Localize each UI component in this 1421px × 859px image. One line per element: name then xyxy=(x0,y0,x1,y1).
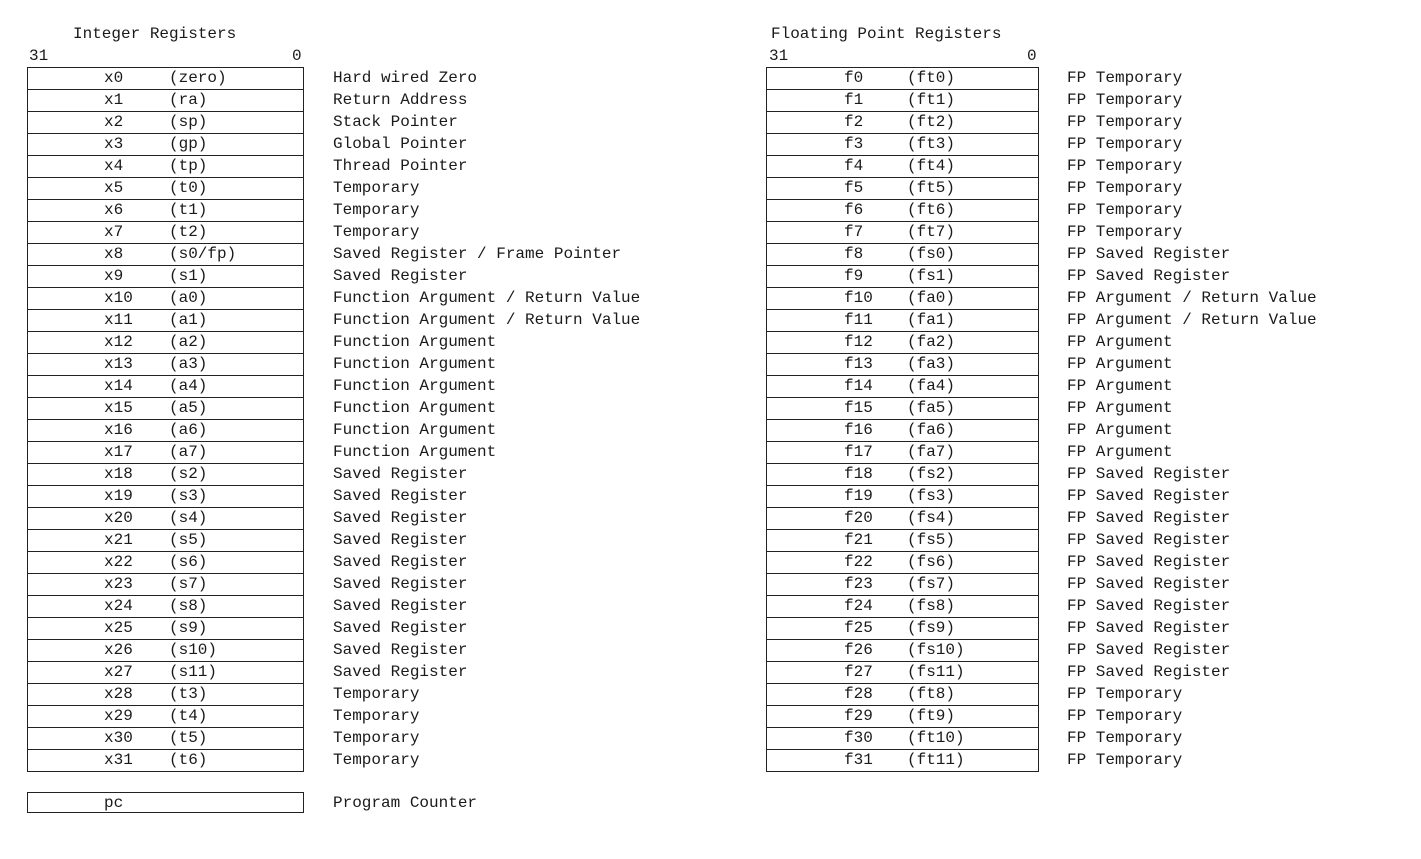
register-abi-name: (t0) xyxy=(169,179,208,197)
register-description: Function Argument / Return Value xyxy=(333,289,641,307)
register-abi-name: (a3) xyxy=(169,355,208,373)
register-abi-name: (fa1) xyxy=(907,311,956,329)
register-name: x29 xyxy=(104,707,133,725)
register-row xyxy=(767,376,1038,398)
register-description: Function Argument xyxy=(333,333,497,351)
register-name: f1 xyxy=(844,91,864,109)
floating-bit-low-label: 0 xyxy=(1027,47,1037,65)
register-row xyxy=(28,574,303,596)
register-row xyxy=(28,596,303,618)
register-description: FP Temporary xyxy=(1067,91,1183,109)
register-row xyxy=(767,530,1038,552)
register-description: Function Argument xyxy=(333,421,497,439)
register-name: x15 xyxy=(104,399,133,417)
register-row xyxy=(767,90,1038,112)
register-name: x16 xyxy=(104,421,133,439)
register-row xyxy=(28,200,303,222)
register-abi-name: (fs5) xyxy=(907,531,956,549)
register-row xyxy=(28,750,303,772)
register-name: x2 xyxy=(104,113,124,131)
register-row xyxy=(767,618,1038,640)
register-description: Temporary xyxy=(333,729,420,747)
register-name: f17 xyxy=(844,443,873,461)
register-row xyxy=(28,508,303,530)
register-name: x6 xyxy=(104,201,124,219)
register-description: Temporary xyxy=(333,179,420,197)
register-name: x24 xyxy=(104,597,133,615)
register-row xyxy=(28,112,303,134)
register-description: FP Temporary xyxy=(1067,201,1183,219)
register-name: x14 xyxy=(104,377,133,395)
register-name: f2 xyxy=(844,113,864,131)
register-abi-name: (fa4) xyxy=(907,377,956,395)
register-row xyxy=(28,530,303,552)
register-description: Stack Pointer xyxy=(333,113,458,131)
register-description: Saved Register / Frame Pointer xyxy=(333,245,622,263)
integer-bit-high-label: 31 xyxy=(29,47,49,65)
register-name: f10 xyxy=(844,289,873,307)
register-row xyxy=(28,354,303,376)
register-name: x12 xyxy=(104,333,133,351)
register-description: Thread Pointer xyxy=(333,157,468,175)
register-name: f4 xyxy=(844,157,864,175)
register-description: FP Temporary xyxy=(1067,69,1183,87)
register-row xyxy=(767,244,1038,266)
register-abi-name: (a4) xyxy=(169,377,208,395)
register-description: Temporary xyxy=(333,751,420,769)
register-row xyxy=(767,706,1038,728)
floating-point-registers-title: Floating Point Registers xyxy=(771,25,1002,43)
register-description: Return Address xyxy=(333,91,468,109)
register-description: FP Saved Register xyxy=(1067,245,1231,263)
register-description: Function Argument / Return Value xyxy=(333,311,641,329)
register-name: f25 xyxy=(844,619,873,637)
register-abi-name: (s4) xyxy=(169,509,208,527)
register-row xyxy=(767,200,1038,222)
register-abi-name: (fs10) xyxy=(907,641,965,659)
register-description: FP Saved Register xyxy=(1067,267,1231,285)
register-abi-name: (s1) xyxy=(169,267,208,285)
register-abi-name: (ft8) xyxy=(907,685,956,703)
register-description: FP Argument / Return Value xyxy=(1067,311,1317,329)
register-row xyxy=(28,662,303,684)
register-name: x26 xyxy=(104,641,133,659)
register-abi-name: (fa7) xyxy=(907,443,956,461)
register-description: FP Argument / Return Value xyxy=(1067,289,1317,307)
register-row xyxy=(767,266,1038,288)
register-description: Temporary xyxy=(333,685,420,703)
register-name: x21 xyxy=(104,531,133,549)
register-name: f30 xyxy=(844,729,873,747)
register-name: x31 xyxy=(104,751,133,769)
register-name: x13 xyxy=(104,355,133,373)
register-abi-name: (ft0) xyxy=(907,69,956,87)
register-abi-name: (fs1) xyxy=(907,267,956,285)
register-name: x1 xyxy=(104,91,124,109)
integer-register-table xyxy=(27,67,304,772)
register-name: x7 xyxy=(104,223,124,241)
register-name: f3 xyxy=(844,135,864,153)
register-description: FP Temporary xyxy=(1067,223,1183,241)
register-abi-name: (t2) xyxy=(169,223,208,241)
register-name: f18 xyxy=(844,465,873,483)
register-name: x17 xyxy=(104,443,133,461)
register-row xyxy=(28,90,303,112)
register-description: Global Pointer xyxy=(333,135,468,153)
register-description: FP Argument xyxy=(1067,377,1173,395)
program-counter-box xyxy=(27,792,304,813)
register-name: f8 xyxy=(844,245,864,263)
register-abi-name: (fs4) xyxy=(907,509,956,527)
register-description: FP Saved Register xyxy=(1067,597,1231,615)
register-row xyxy=(767,288,1038,310)
register-abi-name: (fs2) xyxy=(907,465,956,483)
register-row xyxy=(28,618,303,640)
register-description: FP Saved Register xyxy=(1067,575,1231,593)
register-name: f15 xyxy=(844,399,873,417)
register-name: f31 xyxy=(844,751,873,769)
register-row xyxy=(28,706,303,728)
register-row xyxy=(28,552,303,574)
register-abi-name: (fa5) xyxy=(907,399,956,417)
register-abi-name: (ft9) xyxy=(907,707,956,725)
register-description: Saved Register xyxy=(333,531,468,549)
register-description: Saved Register xyxy=(333,619,468,637)
register-description: FP Temporary xyxy=(1067,751,1183,769)
register-abi-name: (s5) xyxy=(169,531,208,549)
register-abi-name: (ra) xyxy=(169,91,208,109)
register-name: f28 xyxy=(844,685,873,703)
register-description: FP Saved Register xyxy=(1067,641,1231,659)
register-description: Function Argument xyxy=(333,443,497,461)
register-row xyxy=(767,640,1038,662)
register-name: x18 xyxy=(104,465,133,483)
register-abi-name: (ft11) xyxy=(907,751,965,769)
register-abi-name: (t3) xyxy=(169,685,208,703)
register-name: f5 xyxy=(844,179,864,197)
register-description: FP Saved Register xyxy=(1067,465,1231,483)
register-description: Saved Register xyxy=(333,575,468,593)
register-abi-name: (ft7) xyxy=(907,223,956,241)
register-name: x30 xyxy=(104,729,133,747)
register-row xyxy=(767,68,1038,90)
register-name: x4 xyxy=(104,157,124,175)
register-name: f6 xyxy=(844,201,864,219)
register-name: f9 xyxy=(844,267,864,285)
register-description: Hard wired Zero xyxy=(333,69,478,87)
floating-bit-high-label: 31 xyxy=(769,47,789,65)
register-abi-name: (s3) xyxy=(169,487,208,505)
register-name: f22 xyxy=(844,553,873,571)
register-abi-name: (ft3) xyxy=(907,135,956,153)
register-description: FP Saved Register xyxy=(1067,531,1231,549)
register-description: FP Argument xyxy=(1067,421,1173,439)
register-name: x9 xyxy=(104,267,124,285)
register-row xyxy=(28,244,303,266)
register-row xyxy=(28,420,303,442)
register-name: f7 xyxy=(844,223,864,241)
register-abi-name: (fs7) xyxy=(907,575,956,593)
register-name: x28 xyxy=(104,685,133,703)
register-abi-name: (ft2) xyxy=(907,113,956,131)
register-description: FP Argument xyxy=(1067,355,1173,373)
register-description: Temporary xyxy=(333,707,420,725)
register-abi-name: (ft4) xyxy=(907,157,956,175)
register-abi-name: (zero) xyxy=(169,69,227,87)
register-description: FP Saved Register xyxy=(1067,619,1231,637)
register-abi-name: (fa2) xyxy=(907,333,956,351)
register-abi-name: (s11) xyxy=(169,663,218,681)
register-description: FP Temporary xyxy=(1067,157,1183,175)
register-row xyxy=(767,310,1038,332)
register-description: Saved Register xyxy=(333,663,468,681)
register-description: FP Temporary xyxy=(1067,113,1183,131)
register-row xyxy=(767,508,1038,530)
register-name: f14 xyxy=(844,377,873,395)
register-description: Saved Register xyxy=(333,487,468,505)
register-row xyxy=(767,442,1038,464)
register-description: Saved Register xyxy=(333,641,468,659)
register-description: Saved Register xyxy=(333,597,468,615)
integer-register-panel xyxy=(0,0,700,859)
register-row xyxy=(767,420,1038,442)
register-row xyxy=(767,156,1038,178)
register-abi-name: (a7) xyxy=(169,443,208,461)
register-abi-name: (t4) xyxy=(169,707,208,725)
register-description: Function Argument xyxy=(333,355,497,373)
register-name: x19 xyxy=(104,487,133,505)
register-row xyxy=(28,684,303,706)
register-abi-name: (ft5) xyxy=(907,179,956,197)
register-abi-name: (fs11) xyxy=(907,663,965,681)
register-abi-name: (s8) xyxy=(169,597,208,615)
register-name: f0 xyxy=(844,69,864,87)
register-abi-name: (s10) xyxy=(169,641,218,659)
floating-point-register-table xyxy=(766,67,1039,772)
register-name: x25 xyxy=(104,619,133,637)
register-name: x5 xyxy=(104,179,124,197)
register-name: f24 xyxy=(844,597,873,615)
program-counter-name: pc xyxy=(104,794,124,812)
register-row xyxy=(767,596,1038,618)
register-row xyxy=(767,354,1038,376)
register-row xyxy=(767,750,1038,772)
register-description: FP Saved Register xyxy=(1067,509,1231,527)
register-row xyxy=(767,332,1038,354)
register-name: x20 xyxy=(104,509,133,527)
register-row xyxy=(28,640,303,662)
register-name: x22 xyxy=(104,553,133,571)
register-description: Function Argument xyxy=(333,399,497,417)
register-name: x8 xyxy=(104,245,124,263)
register-description: Temporary xyxy=(333,223,420,241)
register-abi-name: (a5) xyxy=(169,399,208,417)
register-name: f23 xyxy=(844,575,873,593)
register-description: FP Argument xyxy=(1067,443,1173,461)
register-abi-name: (ft1) xyxy=(907,91,956,109)
register-abi-name: (sp) xyxy=(169,113,208,131)
register-row xyxy=(28,288,303,310)
register-description: FP Temporary xyxy=(1067,707,1183,725)
register-name: f13 xyxy=(844,355,873,373)
register-row xyxy=(28,178,303,200)
register-abi-name: (a2) xyxy=(169,333,208,351)
register-abi-name: (fa0) xyxy=(907,289,956,307)
register-row xyxy=(28,728,303,750)
register-abi-name: (a6) xyxy=(169,421,208,439)
register-row xyxy=(767,398,1038,420)
register-description: FP Saved Register xyxy=(1067,487,1231,505)
register-description: FP Argument xyxy=(1067,333,1173,351)
register-name: f26 xyxy=(844,641,873,659)
register-abi-name: (t1) xyxy=(169,201,208,219)
register-row xyxy=(767,684,1038,706)
register-description: Temporary xyxy=(333,201,420,219)
register-abi-name: (ft10) xyxy=(907,729,965,747)
register-name: x27 xyxy=(104,663,133,681)
register-row xyxy=(28,68,303,90)
register-row xyxy=(767,552,1038,574)
register-abi-name: (fs0) xyxy=(907,245,956,263)
register-description: Saved Register xyxy=(333,267,468,285)
integer-registers-title: Integer Registers xyxy=(73,25,237,43)
register-name: f27 xyxy=(844,663,873,681)
register-row xyxy=(28,464,303,486)
register-description: FP Temporary xyxy=(1067,179,1183,197)
register-abi-name: (fs8) xyxy=(907,597,956,615)
register-name: x11 xyxy=(104,311,133,329)
register-description: FP Saved Register xyxy=(1067,553,1231,571)
register-abi-name: (t6) xyxy=(169,751,208,769)
register-name: f12 xyxy=(844,333,873,351)
register-row xyxy=(767,728,1038,750)
register-name: x10 xyxy=(104,289,133,307)
register-name: f20 xyxy=(844,509,873,527)
register-row xyxy=(28,332,303,354)
register-abi-name: (s2) xyxy=(169,465,208,483)
register-description: FP Temporary xyxy=(1067,135,1183,153)
register-row xyxy=(28,310,303,332)
register-description: FP Argument xyxy=(1067,399,1173,417)
register-row xyxy=(28,442,303,464)
register-row xyxy=(767,574,1038,596)
register-name: f16 xyxy=(844,421,873,439)
register-abi-name: (fa3) xyxy=(907,355,956,373)
register-description: Saved Register xyxy=(333,509,468,527)
register-abi-name: (fa6) xyxy=(907,421,956,439)
register-row xyxy=(767,662,1038,684)
register-abi-name: (ft6) xyxy=(907,201,956,219)
register-row xyxy=(28,156,303,178)
integer-bit-low-label: 0 xyxy=(292,47,302,65)
register-abi-name: (s9) xyxy=(169,619,208,637)
register-abi-name: (fs9) xyxy=(907,619,956,637)
register-row xyxy=(28,134,303,156)
register-abi-name: (gp) xyxy=(169,135,208,153)
register-row xyxy=(28,376,303,398)
register-abi-name: (a1) xyxy=(169,311,208,329)
register-description: FP Temporary xyxy=(1067,685,1183,703)
floating-point-register-panel xyxy=(700,0,1421,859)
register-description: FP Temporary xyxy=(1067,729,1183,747)
register-row xyxy=(767,178,1038,200)
register-abi-name: (t5) xyxy=(169,729,208,747)
register-row xyxy=(767,222,1038,244)
register-abi-name: (s0/fp) xyxy=(169,245,237,263)
register-abi-name: (fs6) xyxy=(907,553,956,571)
register-name: x3 xyxy=(104,135,124,153)
register-description: FP Saved Register xyxy=(1067,663,1231,681)
register-row xyxy=(767,486,1038,508)
register-abi-name: (fs3) xyxy=(907,487,956,505)
register-row xyxy=(28,486,303,508)
register-row xyxy=(28,398,303,420)
register-row xyxy=(767,134,1038,156)
register-row xyxy=(767,464,1038,486)
register-name: x23 xyxy=(104,575,133,593)
register-description: Saved Register xyxy=(333,465,468,483)
register-row xyxy=(767,112,1038,134)
register-description: Function Argument xyxy=(333,377,497,395)
register-name: x0 xyxy=(104,69,124,87)
register-abi-name: (s6) xyxy=(169,553,208,571)
register-name: f21 xyxy=(844,531,873,549)
register-name: f29 xyxy=(844,707,873,725)
register-abi-name: (s7) xyxy=(169,575,208,593)
register-abi-name: (a0) xyxy=(169,289,208,307)
register-row xyxy=(28,222,303,244)
program-counter-description: Program Counter xyxy=(333,794,478,812)
register-description: Saved Register xyxy=(333,553,468,571)
register-name: f11 xyxy=(844,311,873,329)
register-row xyxy=(28,266,303,288)
register-abi-name: (tp) xyxy=(169,157,208,175)
register-name: f19 xyxy=(844,487,873,505)
